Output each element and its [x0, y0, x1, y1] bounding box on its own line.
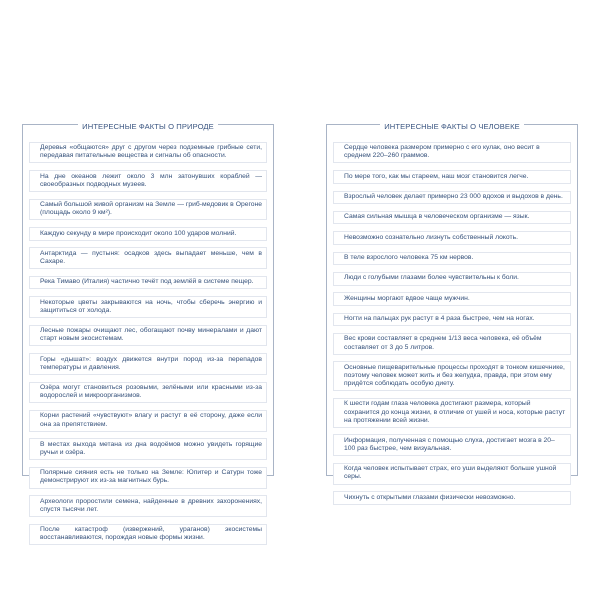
human-facts-list	[333, 135, 571, 501]
nature-fact-item: Река Тимаво (Италия) частично течёт под землёй в системе пещер.	[29, 276, 267, 290]
nature-fact-item: Полярные сияния есть не только на Земле: Юпитер и Сатурн тоже демонстрируют их из-за магнитных бурь.	[29, 467, 267, 489]
human-fact-item: Невозможно сознательно лизнуть собственный локоть.	[333, 231, 571, 245]
nature-fact-item: В местах выхода метана из дна водоёмов можно увидеть горящие ручьи и озёра.	[29, 438, 267, 460]
nature-card-title-text: ИНТЕРЕСНЫЕ ФАКТЫ О ПРИРОДЕ	[78, 122, 218, 131]
nature-facts-list	[29, 135, 267, 542]
nature-fact-item: Самый большой живой организм на Земле — гриб-медовик в Орегоне (площадь около 9 км²).	[29, 199, 267, 221]
nature-fact-item: Деревья «общаются» друг с другом через подземные грибные сети, передавая питательные вещества и сигналы об опасности.	[29, 142, 267, 164]
nature-fact-item: Археологи проростили семена, найденные в древних захоронениях, спустя тысячи лет.	[29, 495, 267, 517]
human-fact-item: Ногти на пальцах рук растут в 4 раза быстрее, чем на ногах.	[333, 313, 571, 327]
nature-fact-item: Некоторые цветы закрываются на ночь, чтобы сберечь энергию и защититься от холода.	[29, 296, 267, 318]
nature-fact-item: На дне океанов лежит около 3 млн затонувших кораблей — своеобразных подводных музеев.	[29, 170, 267, 192]
human-card-title-text: ИНТЕРЕСНЫЕ ФАКТЫ О ЧЕЛОВЕКЕ	[380, 122, 524, 131]
nature-fact-item: Лесные пожары очищают лес, обогащают почву минералами и дают старт новым экосистемам.	[29, 325, 267, 347]
nature-fact-item: Корни растений «чувствуют» влагу и растут в её сторону, даже если она за препятствием.	[29, 410, 267, 432]
nature-card-title	[23, 119, 273, 132]
human-fact-item: Вес крови составляет в среднем 1/13 веса человека, её объём составляет от 3 до 5 литров.	[333, 333, 571, 355]
nature-fact-item: Горы «дышат»: воздух движется внутри пород из-за перепадов температуры и давления.	[29, 353, 267, 375]
human-fact-item: Взрослый человек делает примерно 23 000 вдохов и выдохов в день.	[333, 191, 571, 205]
nature-fact-item: Антарктида — пустыня: осадков здесь выпадает меньше, чем в Сахаре.	[29, 247, 267, 269]
human-fact-item: К шести годам глаза человека достигают размера, который сохранится до конца жизни, в отличие от ушей и носа, которые растут на протяжении всей жизни.	[333, 398, 571, 428]
human-fact-item: Когда человек испытывает страх, его уши выделяют больше ушной серы.	[333, 463, 571, 485]
human-facts-card	[326, 122, 578, 501]
human-fact-item: Самая сильная мышца в человеческом организме — язык.	[333, 211, 571, 225]
nature-fact-item: Озёра могут становиться розовыми, зелёными или красными из-за водорослей и микроорганизмов.	[29, 382, 267, 404]
human-fact-item: По мере того, как мы стареем, наш мозг становится легче.	[333, 170, 571, 184]
human-fact-item: Женщины моргают вдвое чаще мужчин.	[333, 292, 571, 306]
nature-fact-item: Каждую секунду в мире происходит около 100 ударов молний.	[29, 227, 267, 241]
human-fact-item: Чихнуть с открытыми глазами физически невозможно.	[333, 491, 571, 505]
human-fact-item: Люди с голубыми глазами более чувствительны к боли.	[333, 272, 571, 286]
nature-facts-card	[22, 122, 274, 542]
nature-fact-item: После катастроф (извержений, ураганов) экосистемы восстанавливаются, порождая новые формы жизни.	[29, 524, 267, 546]
human-fact-item: В теле взрослого человека 75 км нервов.	[333, 252, 571, 266]
human-fact-item: Информация, полученная с помощью слуха, достигает мозга в 20–100 раз быстрее, чем визуальная.	[333, 434, 571, 456]
human-card-title	[327, 119, 577, 132]
human-fact-item: Сердце человека размером примерно с его кулак, оно весит в среднем 220–260 граммов.	[333, 142, 571, 164]
human-fact-item: Основные пищеварительные процессы проходят в тонком кишечнике, поэтому человек может жить и без желудка, правда, при этом ему придётся соблюдать особую диету.	[333, 361, 571, 391]
